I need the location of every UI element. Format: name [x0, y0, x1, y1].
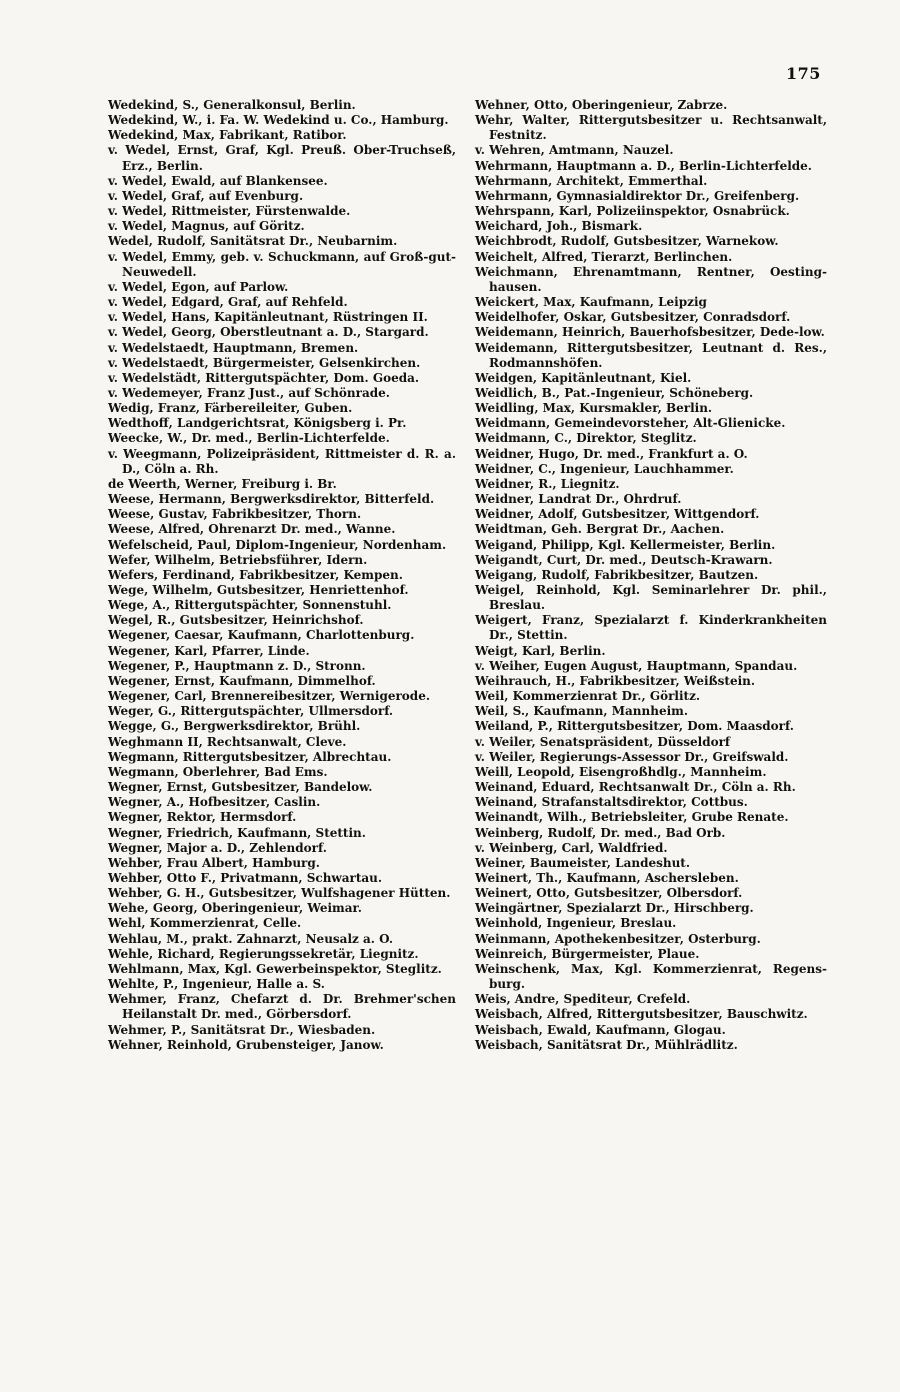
directory-entry: v. Weiler, Regierungs-Assessor Dr., Greifswald. — [475, 749, 789, 764]
directory-entry: Weinreich, Bürgermeister, Plaue. — [475, 946, 700, 961]
directory-entry: Weghmann II, Rechtsanwalt, Cleve. — [108, 734, 347, 749]
directory-entry: Weidgen, Kapitänleutnant, Kiel. — [475, 370, 692, 385]
directory-entry: Weecke, W., Dr. med., Berlin-Lichterfelde. — [108, 431, 390, 446]
directory-entry: v. Wedel, Emmy, geb. v. Schuckmann, auf Groß-gut-Neuwedell. — [108, 249, 456, 279]
directory-entry: Wehner, Otto, Oberingenieur, Zabrze. — [475, 98, 728, 112]
directory-entry: de Weerth, Werner, Freiburg i. Br. — [108, 476, 337, 491]
directory-entry: Wehber, Frau Albert, Hamburg. — [108, 855, 320, 870]
directory-entry: Wehlmann, Max, Kgl. Gewerbeinspektor, Steglitz. — [108, 961, 442, 976]
directory-entry: Weinberg, Rudolf, Dr. med., Bad Orb. — [475, 825, 726, 840]
directory-entry: Weisbach, Ewald, Kaufmann, Glogau. — [475, 1022, 726, 1037]
directory-entry: Weger, G., Rittergutspächter, Ullmersdorf. — [108, 704, 394, 719]
directory-entry: Wedekind, W., i. Fa. W. Wedekind u. Co., Hamburg. — [108, 113, 449, 128]
directory-entry: Weinand, Eduard, Rechtsanwalt Dr., Cöln a. Rh. — [475, 780, 796, 795]
directory-entry: Wefers, Ferdinand, Fabrikbesitzer, Kempen. — [108, 567, 403, 582]
directory-entry: Weinmann, Apothekenbesitzer, Osterburg. — [475, 931, 761, 946]
directory-entry: Weickert, Max, Kaufmann, Leipzig — [475, 295, 707, 310]
directory-entry: Weinschenk, Max, Kgl. Kommerzienrat, Regens-burg. — [475, 961, 827, 992]
directory-entry: Weill, Leopold, Eisengroßhdlg., Mannheim. — [475, 764, 767, 779]
directory-entry: Wege, Wilhelm, Gutsbesitzer, Henriettenhof. — [108, 583, 409, 597]
directory-entry: Weinandt, Wilh., Betriebsleiter, Grube Renate. — [475, 810, 789, 825]
directory-entry: Wehr, Walter, Rittergutsbesitzer u. Rechtsanwalt, Festnitz. — [475, 113, 827, 143]
directory-entry: Weidling, Max, Kursmakler, Berlin. — [475, 401, 713, 416]
directory-entry: Weidner, Hugo, Dr. med., Frankfurt a. O. — [475, 446, 748, 461]
directory-entry: Weil, S., Kaufmann, Mannheim. — [475, 704, 689, 719]
directory-entry: Weil, Kommerzienrat Dr., Görlitz. — [475, 689, 701, 704]
directory-entry: Weihrauch, H., Fabrikbesitzer, Weißstein. — [475, 673, 756, 688]
directory-entry: Weidemann, Rittergutsbesitzer, Leutnant d. Res., Rodmannshöfen. — [475, 340, 827, 370]
directory-entry: Weichbrodt, Rudolf, Gutsbesitzer, Warnekow. — [475, 234, 779, 249]
directory-entry: v. Wedel, Graf, auf Evenburg. — [108, 188, 304, 203]
directory-entry: v. Wedelstädt, Rittergutspächter, Dom. Goeda. — [108, 370, 420, 385]
directory-entry: Weese, Gustav, Fabrikbesitzer, Thorn. — [108, 507, 362, 522]
directory-entry: Weichmann, Ehrenamtmann, Rentner, Oesting-hausen. — [475, 264, 827, 294]
directory-entry: Wegener, Ernst, Kaufmann, Dimmelhof. — [108, 673, 376, 688]
directory-entry: Weinert, Th., Kaufmann, Aschersleben. — [475, 870, 739, 885]
directory-entry: Weigt, Karl, Berlin. — [475, 643, 606, 658]
directory-entry: Weigand, Philipp, Kgl. Kellermeister, Berlin. — [475, 537, 776, 552]
directory-entry: Wege, A., Rittergutspächter, Sonnenstuhl. — [108, 598, 392, 613]
page-number: 175 — [786, 64, 821, 83]
directory-entry: Weingärtner, Spezialarzt Dr., Hirschberg. — [475, 901, 754, 916]
directory-entry: Wegner, Ernst, Gutsbesitzer, Bandelow. — [108, 780, 373, 795]
directory-entry: Weigandt, Curt, Dr. med., Deutsch-Krawarn. — [475, 552, 773, 567]
directory-entry: Weinhold, Ingenieur, Breslau. — [475, 916, 677, 931]
directory-entry: v. Wedel, Georg, Oberstleutnant a. D., Stargard. — [108, 325, 429, 340]
directory-entry: Weese, Hermann, Bergwerksdirektor, Bitterfeld. — [108, 492, 435, 507]
directory-entry: v. Wedel, Ernst, Graf, Kgl. Preuß. Ober-Truchseß, Erz., Berlin. — [108, 143, 456, 173]
directory-entry: Weinert, Otto, Gutsbesitzer, Olbersdorf. — [475, 886, 743, 901]
directory-entry: Wefer, Wilhelm, Betriebsführer, Idern. — [108, 552, 368, 567]
directory-entry: v. Wedel, Rittmeister, Fürstenwalde. — [108, 204, 351, 219]
directory-entry: Weidner, Landrat Dr., Ohrdruf. — [475, 492, 682, 507]
directory-entry: Weichelt, Alfred, Tierarzt, Berlinchen. — [475, 249, 733, 264]
directory-entry: Wehrspann, Karl, Polizeiinspektor, Osnabrück. — [475, 204, 790, 219]
directory-entry: Weisbach, Sanitätsrat Dr., Mühlrädlitz. — [475, 1037, 738, 1052]
directory-entry: Wehe, Georg, Oberingenieur, Weimar. — [108, 901, 362, 916]
directory-entry: Wehrmann, Architekt, Emmerthal. — [475, 173, 708, 188]
directory-entry: Wefelscheid, Paul, Diplom-Ingenieur, Nordenham. — [108, 537, 447, 552]
directory-entry: Wedig, Franz, Färbereileiter, Guben. — [108, 401, 353, 416]
directory-entry: Weigel, Reinhold, Kgl. Seminarlehrer Dr. phil., Breslau. — [475, 583, 827, 613]
directory-entry: Wegner, A., Hofbesitzer, Caslin. — [108, 795, 321, 810]
directory-entry: Wedekind, Max, Fabrikant, Ratibor. — [108, 128, 347, 143]
directory-entry: Wegner, Friedrich, Kaufmann, Stettin. — [108, 825, 366, 840]
directory-entry: Weisbach, Alfred, Rittergutsbesitzer, Bauschwitz. — [475, 1007, 808, 1022]
directory-entry: Weidner, Adolf, Gutsbesitzer, Wittgendorf. — [475, 507, 760, 522]
directory-entry: v. Wedelstaedt, Bürgermeister, Gelsenkirchen. — [108, 355, 421, 370]
directory-entry: Weiner, Baumeister, Landeshut. — [475, 855, 691, 870]
directory-entry: Wehrmann, Gymnasialdirektor Dr., Greifenberg. — [475, 188, 800, 203]
directory-entry: Wegmann, Rittergutsbesitzer, Albrechtau. — [108, 749, 392, 764]
directory-entry: Wehlau, M., prakt. Zahnarzt, Neusalz a. O. — [108, 931, 394, 946]
directory-entry: Wegener, Karl, Pfarrer, Linde. — [108, 643, 310, 658]
directory-entry: Weese, Alfred, Ohrenarzt Dr. med., Wanne. — [108, 522, 396, 537]
right-column — [475, 98, 827, 1053]
directory-entry: v. Wedemeyer, Franz Just., auf Schönrade. — [108, 385, 390, 400]
directory-entry: Weidmann, C., Direktor, Steglitz. — [475, 431, 697, 446]
directory-entry: v. Wehren, Amtmann, Nauzel. — [475, 143, 674, 158]
directory-entry: Wedel, Rudolf, Sanitätsrat Dr., Neubarnim. — [108, 234, 398, 249]
directory-entry: Weidner, C., Ingenieur, Lauchhammer. — [475, 461, 734, 476]
directory-entry: v. Weiler, Senatspräsident, Düsseldorf — [475, 734, 731, 749]
directory-entry: Weis, Andre, Spediteur, Crefeld. — [475, 992, 691, 1007]
directory-entry: Wegener, Carl, Brennereibesitzer, Wernigerode. — [108, 689, 431, 704]
directory-entry: v. Wedel, Egon, auf Parlow. — [108, 279, 289, 294]
directory-entry: Weidlich, B., Pat.-Ingenieur, Schöneberg. — [475, 385, 754, 400]
directory-entry: Weidelhofer, Oskar, Gutsbesitzer, Conradsdorf. — [475, 310, 791, 325]
directory-entry: Wegner, Major a. D., Zehlendorf. — [108, 840, 327, 855]
directory-entry: Wehber, G. H., Gutsbesitzer, Wulfshagener Hütten. — [108, 886, 451, 901]
directory-entry: v. Wedel, Magnus, auf Göritz. — [108, 219, 305, 234]
directory-entry: Wegmann, Oberlehrer, Bad Ems. — [108, 764, 328, 779]
directory-entry: Wehmer, P., Sanitätsrat Dr., Wiesbaden. — [108, 1022, 376, 1037]
directory-entry: Wehmer, Franz, Chefarzt d. Dr. Brehmer'schen Heilanstalt Dr. med., Görbersdorf. — [108, 992, 456, 1022]
directory-entry: Weidner, R., Liegnitz. — [475, 476, 620, 491]
directory-entry: Wehle, Richard, Regierungssekretär, Liegnitz. — [108, 946, 419, 961]
directory-entry: Weiland, P., Rittergutsbesitzer, Dom. Maasdorf. — [475, 719, 794, 734]
directory-entry: v. Wedel, Ewald, auf Blankensee. — [108, 173, 328, 188]
directory-entry: Wegner, Rektor, Hermsdorf. — [108, 810, 297, 825]
directory-entry: v. Weinberg, Carl, Waldfried. — [475, 840, 668, 855]
directory-entry: Wehber, Otto F., Privatmann, Schwartau. — [108, 870, 383, 885]
directory-entry: Wedthoff, Landgerichtsrat, Königsberg i. Pr. — [108, 416, 407, 431]
left-column — [108, 98, 456, 1053]
directory-entry: Wehner, Reinhold, Grubensteiger, Janow. — [108, 1037, 384, 1052]
directory-entry: Wegge, G., Bergwerksdirektor, Brühl. — [108, 719, 361, 734]
directory-entry: Weigang, Rudolf, Fabrikbesitzer, Bautzen. — [475, 567, 759, 582]
directory-entry: v. Wedel, Hans, Kapitänleutnant, Rüstringen II. — [108, 310, 428, 325]
directory-entry: Weigert, Franz, Spezialarzt f. Kinderkrankheiten Dr., Stettin. — [475, 613, 827, 643]
directory-entry: Wegel, R., Gutsbesitzer, Heinrichshof. — [108, 613, 364, 628]
directory-entry: v. Wedelstaedt, Hauptmann, Bremen. — [108, 340, 359, 355]
directory-entry: Weichard, Joh., Bismark. — [475, 219, 643, 234]
directory-entry: v. Weiher, Eugen August, Hauptmann, Spandau. — [475, 658, 798, 673]
directory-entry: Wegener, P., Hauptmann z. D., Stronn. — [108, 658, 366, 673]
directory-entry: Wedekind, S., Generalkonsul, Berlin. — [108, 98, 356, 112]
directory-entry: v. Weegmann, Polizeipräsident, Rittmeister d. R. a. D., Cöln a. Rh. — [108, 446, 456, 476]
directory-entry: Weinand, Strafanstaltsdirektor, Cottbus. — [475, 795, 748, 810]
directory-entry: Wegener, Caesar, Kaufmann, Charlottenburg. — [108, 628, 415, 643]
directory-entry: Wehlte, P., Ingenieur, Halle a. S. — [108, 977, 325, 992]
directory-entry: Weidemann, Heinrich, Bauerhofsbesitzer, Dede-low. — [475, 325, 825, 340]
directory-entry: v. Wedel, Edgard, Graf, auf Rehfeld. — [108, 295, 348, 310]
directory-entry: Wehrmann, Hauptmann a. D., Berlin-Lichterfelde. — [475, 158, 812, 173]
directory-entry: Wehl, Kommerzienrat, Celle. — [108, 916, 302, 931]
directory-entry: Weidtman, Geh. Bergrat Dr., Aachen. — [475, 522, 725, 537]
directory-entry: Weidmann, Gemeindevorsteher, Alt-Glienicke. — [475, 416, 786, 431]
